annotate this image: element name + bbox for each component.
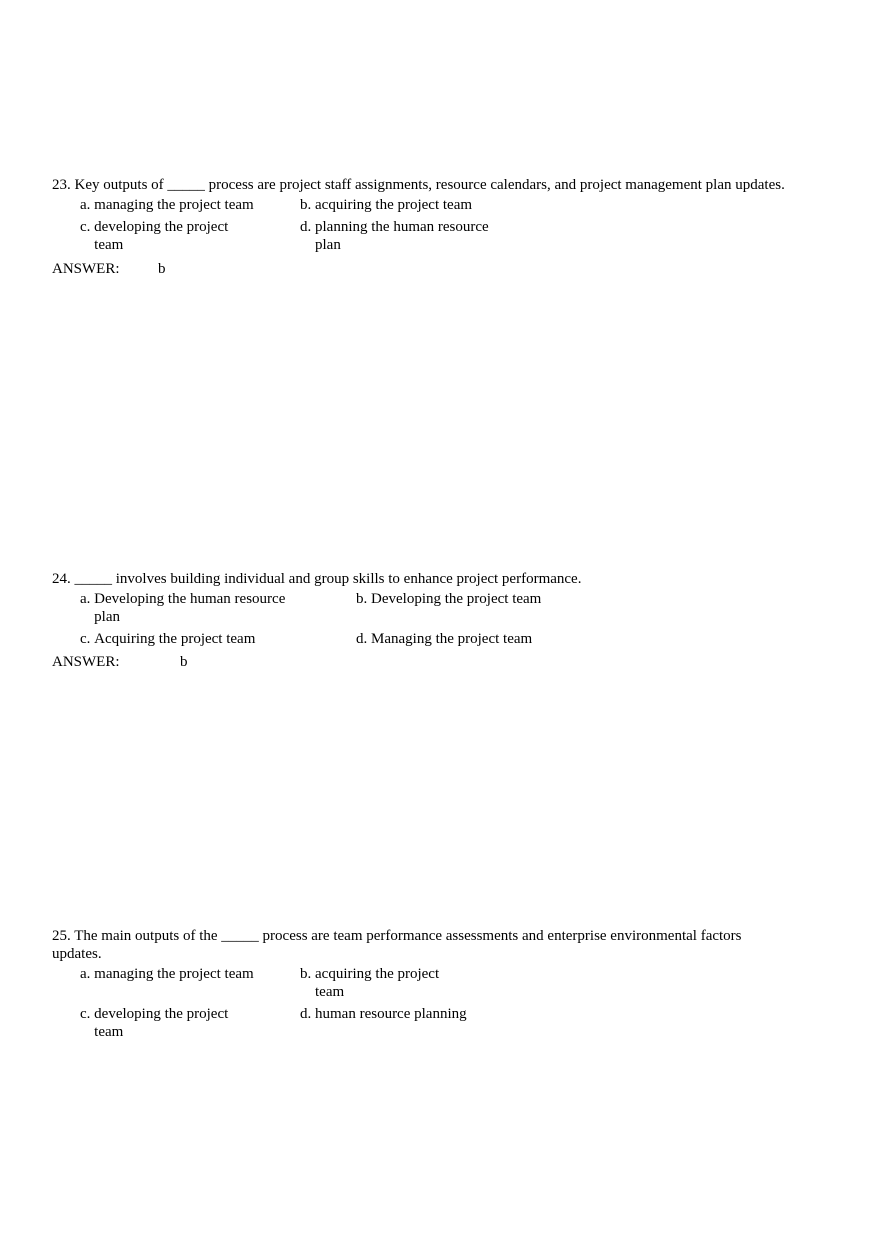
answer-value: b [180, 654, 188, 670]
choice-b [300, 196, 515, 214]
choice-text: human resource planning [315, 1006, 467, 1022]
choice-b [356, 590, 591, 608]
question-text: The main outputs of the _____ process are team performance assessments and enterprise environmental factors updates. [52, 928, 742, 962]
choice-d [356, 630, 591, 648]
choice-text: Acquiring the project team [94, 631, 256, 647]
choice-c [80, 218, 244, 254]
choice-a [80, 965, 274, 983]
question-25 [52, 927, 792, 1040]
choice-letter: c. [80, 219, 91, 235]
choice-letter: a. [80, 197, 91, 213]
choice-b [300, 965, 455, 1001]
choice-c [80, 1005, 244, 1041]
choice-text: developing the project team [94, 1006, 229, 1040]
choice-d [300, 218, 505, 254]
choice-text: acquiring the project team [315, 966, 440, 1000]
choice-text: Developing the human resource plan [94, 591, 286, 625]
choice-text: Developing the project team [371, 591, 542, 607]
question-number: 25. [52, 928, 71, 944]
question-stem [52, 570, 842, 588]
answer-label: ANSWER: [52, 261, 120, 277]
choice-text: developing the project team [94, 219, 229, 253]
question-stem [52, 927, 792, 963]
choice-text: managing the project team [94, 197, 254, 213]
choice-a [80, 590, 304, 626]
choice-letter: b. [356, 591, 368, 607]
choice-text: acquiring the project team [315, 197, 473, 213]
question-24 [52, 570, 842, 670]
answer-label: ANSWER: [52, 654, 120, 670]
choice-text: Managing the project team [371, 631, 533, 647]
choice-letter: a. [80, 966, 91, 982]
question-23 [52, 176, 842, 277]
choice-letter: a. [80, 591, 91, 607]
choice-text: planning the human resource plan [315, 219, 489, 253]
choice-letter: b. [300, 197, 312, 213]
answer-value: b [158, 261, 166, 277]
question-number: 24. [52, 571, 71, 587]
choice-text: managing the project team [94, 966, 254, 982]
choice-letter: d. [300, 1006, 312, 1022]
choice-d [300, 1005, 515, 1023]
choice-letter: c. [80, 631, 91, 647]
choice-letter: b. [300, 966, 312, 982]
choice-a [80, 196, 274, 214]
question-stem [52, 176, 842, 194]
question-text: _____ involves building individual and group skills to enhance project performance. [74, 571, 582, 587]
question-text: Key outputs of _____ process are project staff assignments, resource calendars, and project management plan updates. [74, 177, 785, 193]
choice-c [80, 630, 314, 648]
choice-letter: d. [300, 219, 312, 235]
choice-letter: c. [80, 1006, 91, 1022]
choice-letter: d. [356, 631, 368, 647]
question-number: 23. [52, 177, 71, 193]
